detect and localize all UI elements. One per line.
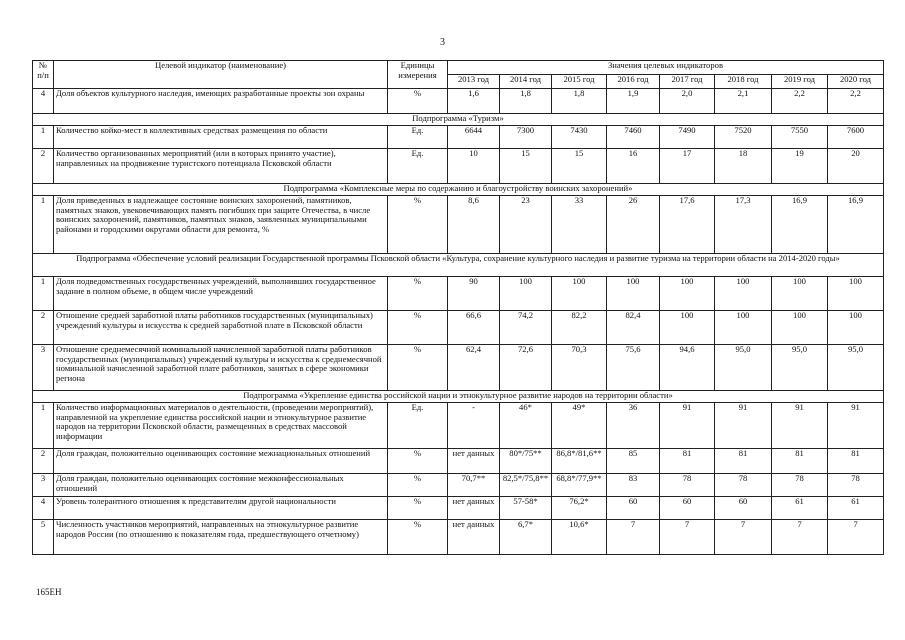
table-row bbox=[33, 520, 884, 555]
row-value: 75,6 bbox=[607, 345, 660, 391]
row-value: 76,2* bbox=[552, 497, 607, 520]
row-value: 7 bbox=[715, 520, 772, 555]
row-value: 82,2 bbox=[552, 311, 607, 345]
col-units-header: Единицы измерения bbox=[388, 61, 448, 89]
row-value: 95,0 bbox=[715, 345, 772, 391]
row-indicator: Численность участников мероприятий, направленных на этнокультурное развитие народов России (по отношению к показателям года, предшествующего отчетному) bbox=[54, 520, 388, 555]
row-unit: % bbox=[388, 196, 448, 254]
row-indicator: Доля подведомственных государственных учреждений, выполнивших государственное задание в полном объеме, в общем числе учреждений bbox=[54, 277, 388, 311]
header-row-top bbox=[33, 61, 884, 75]
col-indicator-header: Целевой индикатор (наименование) bbox=[54, 61, 388, 89]
row-value: 82,5*/75,8** bbox=[500, 474, 552, 497]
row-value: 80*/75** bbox=[500, 449, 552, 474]
row-value: 72,6 bbox=[500, 345, 552, 391]
section-title-memorials: Подпрограмма «Комплексные меры по содержанию и благоустройству воинских захоронений» bbox=[33, 184, 884, 196]
row-value: 1,8 bbox=[500, 89, 552, 114]
row-value: 7300 bbox=[500, 126, 552, 149]
row-value: 7 bbox=[772, 520, 828, 555]
row-value: 10,6* bbox=[552, 520, 607, 555]
row-value: 91 bbox=[715, 403, 772, 449]
row-num: 5 bbox=[33, 520, 54, 555]
row-value: 49* bbox=[552, 403, 607, 449]
row-value: 100 bbox=[715, 311, 772, 345]
section-row bbox=[33, 254, 884, 277]
row-unit: % bbox=[388, 474, 448, 497]
year-header: 2014 год bbox=[500, 75, 552, 89]
row-value: 82,4 bbox=[607, 311, 660, 345]
row-unit: % bbox=[388, 449, 448, 474]
row-value: 70,3 bbox=[552, 345, 607, 391]
row-num: 3 bbox=[33, 345, 54, 391]
col-num-header: № п/п bbox=[33, 61, 54, 89]
row-value: 18 bbox=[715, 149, 772, 184]
table-row bbox=[33, 345, 884, 391]
row-value: 91 bbox=[828, 403, 884, 449]
row-value: 62,4 bbox=[448, 345, 500, 391]
row-value: 1,6 bbox=[448, 89, 500, 114]
row-value: 36 bbox=[607, 403, 660, 449]
row-num: 3 bbox=[33, 474, 54, 497]
row-value: нет данных bbox=[448, 497, 500, 520]
row-value: 10 bbox=[448, 149, 500, 184]
row-value: 85 bbox=[607, 449, 660, 474]
row-unit: % bbox=[388, 311, 448, 345]
row-value: 60 bbox=[715, 497, 772, 520]
row-value: 20 bbox=[828, 149, 884, 184]
row-value: 7550 bbox=[772, 126, 828, 149]
row-value: 100 bbox=[772, 311, 828, 345]
row-value: 100 bbox=[552, 277, 607, 311]
row-value: 17 bbox=[660, 149, 715, 184]
row-num: 1 bbox=[33, 277, 54, 311]
row-value: 57-58* bbox=[500, 497, 552, 520]
row-value: 86,8*/81,6** bbox=[552, 449, 607, 474]
target-indicators-table bbox=[32, 60, 884, 555]
row-value: 16,9 bbox=[828, 196, 884, 254]
year-header: 2020 год bbox=[828, 75, 884, 89]
row-value: 81 bbox=[828, 449, 884, 474]
row-indicator: Доля граждан, положительно оценивающих состояние межконфессиональных отношений bbox=[54, 474, 388, 497]
section-title-national-unity: Подпрограмма «Укрепление единства российской нации и этнокультурное развитие народов на территории области» bbox=[33, 391, 884, 403]
row-value: 78 bbox=[660, 474, 715, 497]
row-value: 17,6 bbox=[660, 196, 715, 254]
row-value: 100 bbox=[828, 311, 884, 345]
table-row bbox=[33, 89, 884, 114]
col-values-header: Значения целевых индикаторов bbox=[448, 61, 884, 75]
row-num: 1 bbox=[33, 403, 54, 449]
row-value: 17,3 bbox=[715, 196, 772, 254]
row-value: 7 bbox=[607, 520, 660, 555]
row-value: 70,7** bbox=[448, 474, 500, 497]
row-value: 74,2 bbox=[500, 311, 552, 345]
row-value: 26 bbox=[607, 196, 660, 254]
table-row bbox=[33, 403, 884, 449]
table-row bbox=[33, 497, 884, 520]
row-num: 1 bbox=[33, 196, 54, 254]
row-unit: % bbox=[388, 277, 448, 311]
row-num: 2 bbox=[33, 149, 54, 184]
row-value: 16,9 bbox=[772, 196, 828, 254]
row-value: 7 bbox=[828, 520, 884, 555]
row-value: 100 bbox=[607, 277, 660, 311]
row-value: 8,6 bbox=[448, 196, 500, 254]
row-value: 2,2 bbox=[772, 89, 828, 114]
row-indicator: Количество организованных мероприятий (или в которых принято участие), направленных на продвижение туристского потенциала Псковской области bbox=[54, 149, 388, 184]
row-num: 1 bbox=[33, 126, 54, 149]
row-value: 68,8*/77,9** bbox=[552, 474, 607, 497]
row-value: 81 bbox=[715, 449, 772, 474]
row-num: 4 bbox=[33, 89, 54, 114]
table-row bbox=[33, 277, 884, 311]
row-value: 78 bbox=[772, 474, 828, 497]
row-value: 6,7* bbox=[500, 520, 552, 555]
row-value: 95,0 bbox=[772, 345, 828, 391]
year-header: 2016 год bbox=[607, 75, 660, 89]
row-num: 4 bbox=[33, 497, 54, 520]
table-row bbox=[33, 196, 884, 254]
row-value: 2,2 bbox=[828, 89, 884, 114]
page-number: 3 bbox=[440, 37, 445, 48]
row-indicator: Доля объектов культурного наследия, имеющих разработанные проекты зон охраны bbox=[54, 89, 388, 114]
row-unit: % bbox=[388, 497, 448, 520]
row-value: 7460 bbox=[607, 126, 660, 149]
row-unit: Ед. bbox=[388, 126, 448, 149]
row-value: 100 bbox=[715, 277, 772, 311]
row-value: 60 bbox=[607, 497, 660, 520]
row-value: 23 bbox=[500, 196, 552, 254]
row-value: 100 bbox=[828, 277, 884, 311]
row-indicator: Доля приведенных в надлежащее состояние воинских захоронений, памятников, памятных знаков, увековечивающих память погибших при защите Отечества, в числе воинских захоронений, памятников, памятных знаков, заявленных муниципальными районами и городскими округами области для ремонта, % bbox=[54, 196, 388, 254]
section-row bbox=[33, 184, 884, 196]
row-value: 46* bbox=[500, 403, 552, 449]
row-value: 90 bbox=[448, 277, 500, 311]
row-value: 19 bbox=[772, 149, 828, 184]
row-value: 100 bbox=[660, 311, 715, 345]
row-value: 94,6 bbox=[660, 345, 715, 391]
row-value: 95,0 bbox=[828, 345, 884, 391]
row-unit: % bbox=[388, 89, 448, 114]
row-value: 2,1 bbox=[715, 89, 772, 114]
row-unit: % bbox=[388, 345, 448, 391]
row-value: 7520 bbox=[715, 126, 772, 149]
row-value: 78 bbox=[828, 474, 884, 497]
row-indicator: Количество койко-мест в коллективных средствах размещения по области bbox=[54, 126, 388, 149]
row-value: 66,6 bbox=[448, 311, 500, 345]
section-row bbox=[33, 114, 884, 126]
section-title-tourism: Подпрограмма «Туризм» bbox=[33, 114, 884, 126]
year-header: 2017 год bbox=[660, 75, 715, 89]
row-value: 33 bbox=[552, 196, 607, 254]
row-value: 7 bbox=[660, 520, 715, 555]
row-value: 81 bbox=[660, 449, 715, 474]
row-value: нет данных bbox=[448, 520, 500, 555]
row-value: 61 bbox=[772, 497, 828, 520]
section-title-program-support: Подпрограмма «Обеспечение условий реализации Государственной программы Псковской области «Культура, сохранение культурного наследия и развитие туризма на территории области на 2014-2020 годы» bbox=[33, 254, 884, 277]
row-value: 91 bbox=[772, 403, 828, 449]
row-value: 15 bbox=[500, 149, 552, 184]
row-value: 6644 bbox=[448, 126, 500, 149]
row-num: 2 bbox=[33, 311, 54, 345]
row-value: 1,9 bbox=[607, 89, 660, 114]
row-value: 61 bbox=[828, 497, 884, 520]
row-value: 91 bbox=[660, 403, 715, 449]
section-row bbox=[33, 391, 884, 403]
row-value: 1,8 bbox=[552, 89, 607, 114]
row-value: - bbox=[448, 403, 500, 449]
row-value: 83 bbox=[607, 474, 660, 497]
row-value: 7490 bbox=[660, 126, 715, 149]
row-value: 16 bbox=[607, 149, 660, 184]
row-unit: % bbox=[388, 520, 448, 555]
row-indicator: Количество информационных материалов о деятельности, (проведении мероприятий), направленной на укрепление единства российской нации и этнокультурное развитие народов на территории Псковской области, размещенных в средствах массовой информации bbox=[54, 403, 388, 449]
row-value: нет данных bbox=[448, 449, 500, 474]
row-value: 15 bbox=[552, 149, 607, 184]
year-header: 2019 год bbox=[772, 75, 828, 89]
row-value: 100 bbox=[660, 277, 715, 311]
year-header: 2015 год bbox=[552, 75, 607, 89]
year-header: 2018 год bbox=[715, 75, 772, 89]
table-row bbox=[33, 126, 884, 149]
row-value: 78 bbox=[715, 474, 772, 497]
row-value: 2,0 bbox=[660, 89, 715, 114]
row-unit: Ед. bbox=[388, 403, 448, 449]
row-indicator: Отношение среднемесячной номинальной начисленной заработной платы работников государственных (муниципальных) учреждений культуры и искусства к среднемесячной номинальной начисленной заработной плате работников, занятых в сфере экономики региона bbox=[54, 345, 388, 391]
table-row bbox=[33, 449, 884, 474]
row-unit: Ед. bbox=[388, 149, 448, 184]
row-value: 81 bbox=[772, 449, 828, 474]
row-value: 7430 bbox=[552, 126, 607, 149]
row-value: 60 bbox=[660, 497, 715, 520]
row-value: 7600 bbox=[828, 126, 884, 149]
table-row bbox=[33, 311, 884, 345]
row-value: 100 bbox=[772, 277, 828, 311]
row-num: 2 bbox=[33, 449, 54, 474]
table-row bbox=[33, 149, 884, 184]
document-code: 165ЕН bbox=[36, 587, 62, 597]
row-indicator: Уровень толерантного отношения к представителям другой национальности bbox=[54, 497, 388, 520]
table-row bbox=[33, 474, 884, 497]
row-indicator: Доля граждан, положительно оценивающих состояние межнациональных отношений bbox=[54, 449, 388, 474]
year-header: 2013 год bbox=[448, 75, 500, 89]
row-indicator: Отношение средней заработной платы работников государственных (муниципальных) учреждений культуры и искусства к средней заработной плате в Псковской области bbox=[54, 311, 388, 345]
row-value: 100 bbox=[500, 277, 552, 311]
